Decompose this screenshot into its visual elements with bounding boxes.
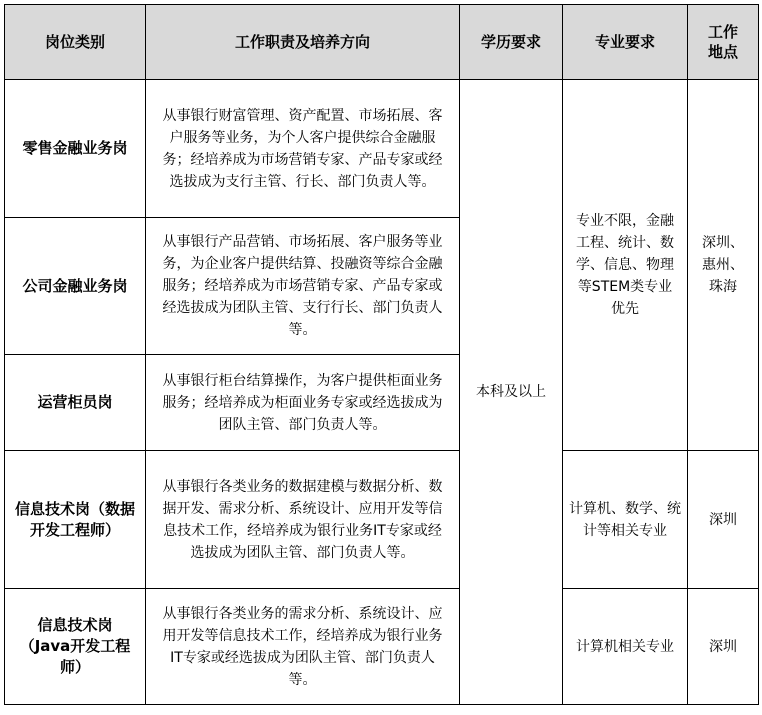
header-row bbox=[5, 5, 759, 80]
job-category: 信息技术岗（数据开发工程师） bbox=[5, 451, 146, 589]
job-table bbox=[4, 4, 759, 705]
education-requirement: 本科及以上 bbox=[460, 80, 563, 705]
job-category: 零售金融业务岗 bbox=[5, 80, 146, 218]
header-category: 岗位类别 bbox=[5, 5, 146, 80]
header-major: 专业要求 bbox=[563, 5, 688, 80]
header-education: 学历要求 bbox=[460, 5, 563, 80]
job-category: 信息技术岗（Java开发工程师） bbox=[5, 589, 146, 705]
job-duties: 从事银行各类业务的需求分析、系统设计、应用开发等信息技术工作，经培养成为银行业务IT专家或经选拔成为团队主管、部门负责人等。 bbox=[146, 589, 460, 705]
job-duties: 从事银行产品营销、市场拓展、客户服务等业务，为企业客户提供结算、投融资等综合金融服务；经培养成为市场营销专家、产品专家或经选拔成为团队主管、支行行长、部门负责人等。 bbox=[146, 218, 460, 355]
job-duties: 从事银行各类业务的数据建模与数据分析、数据开发、需求分析、系统设计、应用开发等信息技术工作，经培养成为银行业务IT专家或经选拔成为团队主管、部门负责人等。 bbox=[146, 451, 460, 589]
location-data: 深圳 bbox=[688, 451, 759, 589]
table-row bbox=[5, 451, 759, 589]
job-category: 运营柜员岗 bbox=[5, 355, 146, 451]
table-row bbox=[5, 80, 759, 218]
location-general: 深圳、惠州、珠海 bbox=[688, 80, 759, 451]
header-location: 工作地点 bbox=[688, 5, 759, 80]
job-category: 公司金融业务岗 bbox=[5, 218, 146, 355]
header-duties: 工作职责及培养方向 bbox=[146, 5, 460, 80]
major-requirement-data: 计算机、数学、统计等相关专业 bbox=[563, 451, 688, 589]
major-requirement-general: 专业不限，金融工程、统计、数学、信息、物理等STEM类专业优先 bbox=[563, 80, 688, 451]
major-requirement-java: 计算机相关专业 bbox=[563, 589, 688, 705]
job-duties: 从事银行财富管理、资产配置、市场拓展、客户服务等业务，为个人客户提供综合金融服务；经培养成为市场营销专家、产品专家或经选拔成为支行主管、行长、部门负责人等。 bbox=[146, 80, 460, 218]
job-duties: 从事银行柜台结算操作，为客户提供柜面业务服务；经培养成为柜面业务专家或经选拔成为团队主管、部门负责人等。 bbox=[146, 355, 460, 451]
location-java: 深圳 bbox=[688, 589, 759, 705]
table-row bbox=[5, 589, 759, 705]
